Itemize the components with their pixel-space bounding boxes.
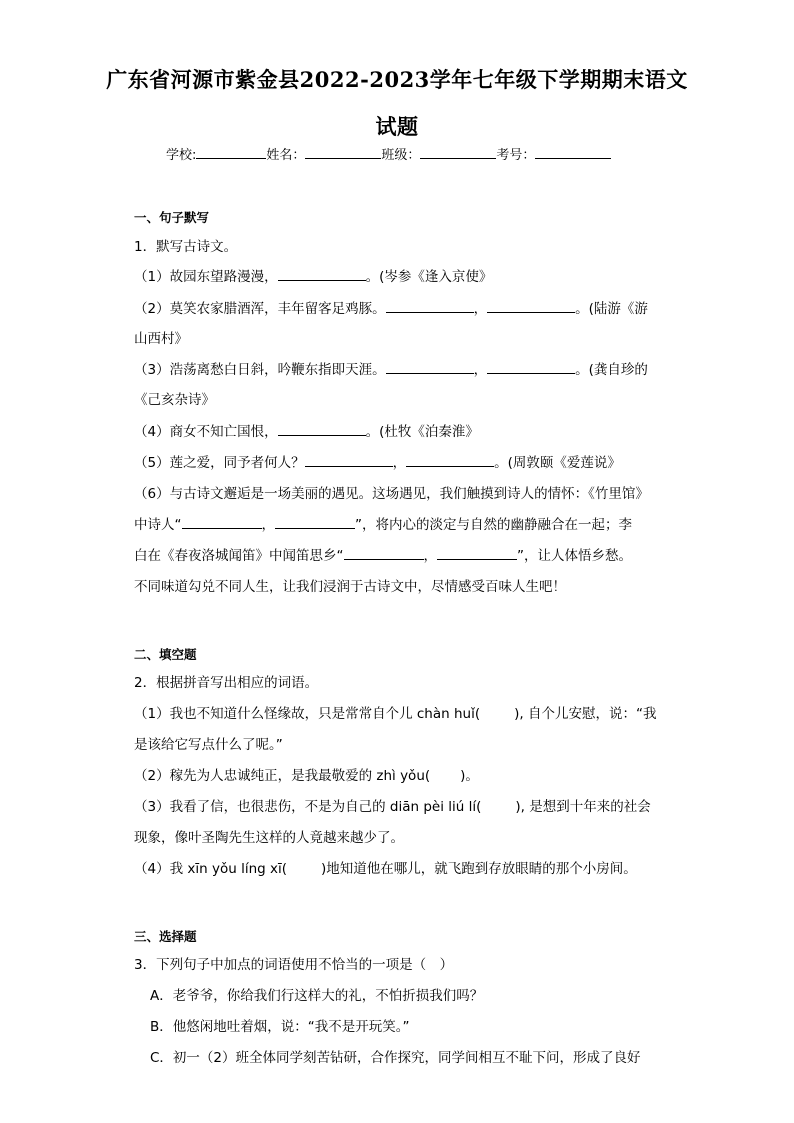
answer-blank[interactable] (487, 298, 575, 313)
question-line: （4）我 xīn yǒu líng xī( )地知道他在哪儿，就飞跑到存放眼睛的那个小房间。 (134, 861, 637, 877)
question-line: 白在《春夜洛城闻笛》中闻笛思乡“ ， ”，让人体悟乡愁。 (134, 544, 664, 564)
option-c[interactable]: C．初一（2）班全体同学刻苦钻研，合作探究，同学间相互不耻下问，形成了良好 (150, 1050, 641, 1066)
class-field[interactable] (420, 144, 496, 159)
answer-blank[interactable] (344, 545, 424, 560)
answer-blank[interactable] (305, 452, 393, 467)
option-a[interactable]: A．老爷爷，你给我们行这样大的礼，不怕折损我们吗？ (150, 988, 484, 1004)
answer-blank[interactable] (182, 514, 262, 529)
section-heading: 二、填空题 (134, 647, 197, 662)
answer-blank[interactable] (278, 266, 366, 281)
section-heading: 三、选择题 (134, 929, 197, 944)
question-line: （6）与古诗文邂逅是一场美丽的遇见。这场遇见，我们触摸到诗人的情怀：《竹里馆》 (134, 486, 649, 502)
question-line: 不同味道勾兑不同人生，让我们浸润于古诗文中，尽情感受百味人生吧！ (134, 579, 566, 595)
question-line: （1）我也不知道什么怪缘故，只是常常自个儿 chàn huǐ( ), 自个儿安慰，说：“我 (134, 706, 657, 722)
school-field[interactable] (196, 144, 266, 159)
question-line: （1）故园东望路漫漫， 。(岑参《逢入京使》 (134, 265, 664, 285)
answer-blank[interactable] (386, 298, 474, 313)
question-line: （3）我看了信，也很悲伤，不是为自己的 diān pèi liú lí( ), 是想到十年来的社会 (134, 799, 651, 815)
question-line: 现象，像叶圣陶先生这样的人竟越来越少了。 (134, 830, 404, 846)
question-line: （3）浩荡离愁白日斜，吟鞭东指即天涯。 ， 。(龚自珍的 (134, 358, 664, 378)
question-stem: 1．默写古诗文。 (134, 239, 238, 255)
name-label: 姓名： (266, 148, 306, 163)
answer-blank[interactable] (487, 359, 575, 374)
question-line: 是该给它写点什么了呢。” (134, 737, 283, 753)
question-line: （4）商女不知亡国恨， 。(杜牧《泊秦淮》 (134, 420, 664, 440)
question-line: 《己亥杂诗》 (134, 392, 215, 408)
name-field[interactable] (305, 144, 381, 159)
document-title: 广东省河源市紫金县2022-2023学年七年级下学期期末语文 (106, 67, 688, 92)
question-line: 中诗人“ ， ”，将内心的淡定与自然的幽静融合在一起；李 (134, 513, 664, 533)
question-stem: 3．下列句子中加点的词语使用不恰当的一项是（ ） (134, 957, 454, 973)
exam-no-label: 考号： (496, 148, 536, 163)
answer-blank[interactable] (275, 514, 355, 529)
question-line: 山西村》 (134, 331, 188, 347)
class-label: 班级： (381, 148, 421, 163)
option-b[interactable]: B．他悠闲地吐着烟，说：“我不是开玩笑。” (150, 1019, 410, 1035)
question-line: （5）莲之爱，同予者何人？ ， 。(周敦颐《爱莲说》 (134, 451, 664, 471)
answer-blank[interactable] (386, 359, 474, 374)
question-line: （2）稼先为人忠诚纯正，是我最敬爱的 zhì yǒu( )。 (134, 768, 479, 784)
question-stem: 2．根据拼音写出相应的词语。 (134, 675, 319, 691)
question-line: （2）莫笑农家腊酒浑，丰年留客足鸡豚。 ， 。(陆游《游 (134, 297, 664, 317)
exam-no-field[interactable] (535, 144, 611, 159)
answer-blank[interactable] (278, 421, 366, 436)
answer-blank[interactable] (437, 545, 517, 560)
document-title-continued: 试题 (375, 114, 419, 139)
section-heading: 一、句子默写 (134, 210, 210, 225)
answer-blank[interactable] (406, 452, 494, 467)
school-label: 学校: (166, 148, 197, 163)
student-info-line (166, 144, 611, 163)
